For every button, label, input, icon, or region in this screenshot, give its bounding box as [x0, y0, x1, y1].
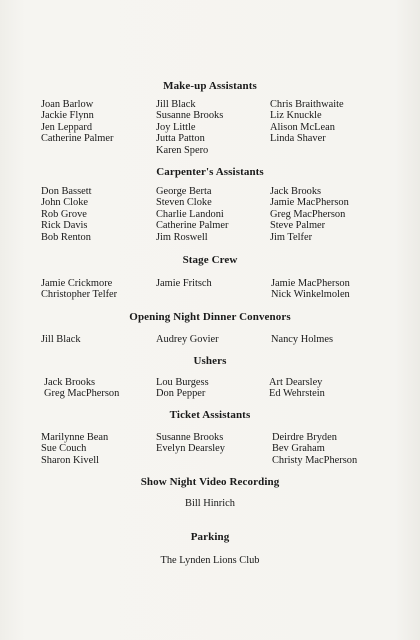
- list-item: Bev Graham: [272, 443, 325, 455]
- list-item: Nick Winkelmolen: [271, 289, 350, 301]
- list-item: Art Dearsley: [269, 377, 323, 388]
- list-item: Greg MacPherson: [44, 388, 120, 400]
- list-item: Marilynne Bean: [41, 432, 109, 443]
- list-item: Ed Wehrstein: [269, 388, 325, 400]
- parking-heading: Parking: [190, 531, 230, 543]
- video-name: Bill Hinrich: [185, 498, 235, 509]
- list-item: George Berta: [156, 186, 212, 197]
- ushers-column-1: [44, 377, 119, 400]
- list-item: Don Bassett: [41, 186, 92, 197]
- list-item: Jackie Flynn: [41, 110, 94, 122]
- ushers-column-3: [269, 377, 325, 400]
- list-item: Lou Burgess: [156, 377, 209, 388]
- list-item: Catherine Palmer: [156, 220, 229, 232]
- convenors-heading: Opening Night Dinner Convenors: [129, 311, 291, 323]
- list-item: Susanne Brooks: [156, 110, 224, 122]
- ticket-heading: Ticket Assistants: [169, 409, 251, 421]
- stage-crew-column-2: [156, 278, 212, 289]
- list-item: Sharon Kivell: [41, 454, 100, 466]
- list-item: Linda Shaver: [270, 133, 326, 145]
- list-item: Evelyn Dearsley: [156, 443, 225, 455]
- list-item: Jutta Patton: [156, 133, 205, 145]
- list-item: Joan Barlow: [41, 99, 94, 110]
- list-item: Liz Knuckle: [270, 110, 322, 122]
- list-item: Jim Telfer: [270, 231, 313, 243]
- list-item: Deirdre Bryden: [272, 432, 337, 443]
- makeup-column-3: [270, 99, 344, 145]
- list-item: Jamie Fritsch: [156, 278, 212, 289]
- ticket-column-3: [272, 432, 357, 466]
- makeup-column-1: [41, 99, 113, 145]
- list-item: Steve Palmer: [270, 220, 326, 232]
- list-item: Jim Roswell: [156, 231, 208, 243]
- list-item: Sue Couch: [41, 443, 87, 455]
- ticket-column-1: [41, 432, 108, 466]
- list-item: Joy Little: [156, 121, 196, 133]
- list-item: Jill Black: [41, 334, 81, 345]
- list-item: Susanne Brooks: [156, 432, 224, 443]
- ushers-heading: Ushers: [193, 355, 227, 367]
- list-item: Chris Braithwaite: [270, 99, 344, 110]
- list-item: Karen Spero: [156, 144, 209, 156]
- carpenter-column-1: [41, 186, 92, 243]
- list-item: Jamie Crickmore: [41, 278, 113, 289]
- list-item: Don Pepper: [156, 388, 206, 400]
- list-item: Jack Brooks: [44, 377, 96, 388]
- list-item: Bob Renton: [41, 231, 91, 243]
- convenors-column-2: [156, 334, 219, 345]
- list-item: Greg MacPherson: [270, 208, 346, 220]
- list-item: Christopher Telfer: [41, 289, 118, 301]
- convenors-column-1: [41, 334, 81, 345]
- carpenter-column-3: [270, 186, 349, 243]
- stage-crew-column-1: [41, 278, 117, 301]
- list-item: Jamie MacPherson: [271, 278, 350, 289]
- list-item: Jill Black: [156, 99, 196, 110]
- makeup-heading: Make-up Assistants: [163, 80, 257, 92]
- list-item: Christy MacPherson: [272, 454, 358, 466]
- makeup-column-2: [156, 99, 223, 156]
- list-item: Rob Grove: [41, 208, 87, 220]
- list-item: Rick Davis: [41, 220, 88, 232]
- list-item: Charlie Landoni: [156, 208, 224, 220]
- carpenter-heading: Carpenter's Assistants: [156, 166, 264, 178]
- convenors-column-3: [271, 334, 333, 345]
- ticket-column-2: [156, 432, 225, 455]
- ushers-column-2: [156, 377, 209, 400]
- list-item: Alison McLean: [270, 121, 335, 133]
- stage-crew-column-3: [271, 278, 350, 301]
- list-item: Jack Brooks: [270, 186, 322, 197]
- list-item: John Cloke: [41, 197, 89, 209]
- video-heading: Show Night Video Recording: [140, 476, 280, 488]
- parking-name: The Lynden Lions Club: [160, 555, 260, 566]
- carpenter-column-2: [156, 186, 228, 243]
- list-item: Jamie MacPherson: [270, 197, 349, 209]
- list-item: Catherine Palmer: [41, 133, 114, 145]
- stage-crew-heading: Stage Crew: [182, 254, 238, 266]
- list-item: Steven Cloke: [156, 197, 212, 209]
- list-item: Audrey Govier: [156, 334, 219, 345]
- list-item: Nancy Holmes: [271, 334, 334, 345]
- list-item: Jen Leppard: [41, 121, 93, 133]
